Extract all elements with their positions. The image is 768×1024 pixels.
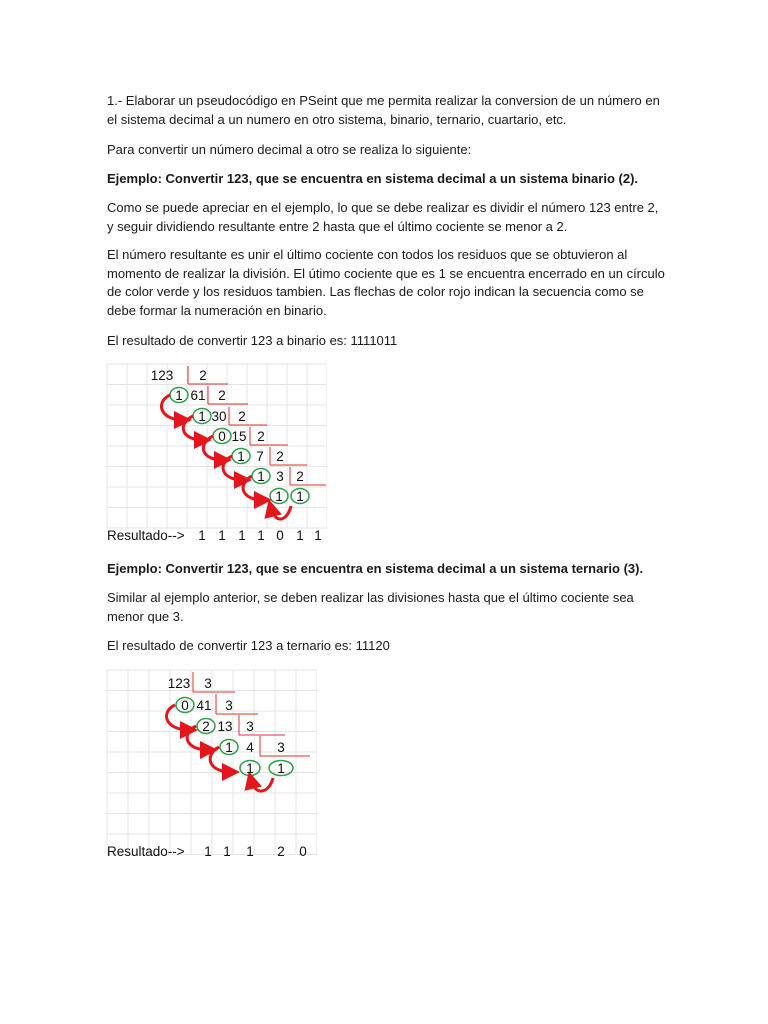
result-digit: 1 xyxy=(218,528,226,543)
result-digit: 1 xyxy=(198,528,206,543)
divisor: 2 xyxy=(218,388,226,403)
example2-result: El resultado de convertir 123 a ternario es: 11120 xyxy=(107,638,390,653)
divisor: 3 xyxy=(277,740,285,755)
divisor: 3 xyxy=(246,719,254,734)
final-quotient: 1 xyxy=(296,489,304,504)
result-digit: 1 xyxy=(296,528,304,543)
dividend: 123 xyxy=(167,676,191,691)
example1-explanation: Como se puede apreciar en el ejemplo, lo que se debe realizar es dividir el número 123 entre 2, y seguir dividiendo resultante entre 2 hasta que el último cociente se menor a 2. xyxy=(107,200,659,234)
binary-division-figure xyxy=(105,362,327,548)
divisor: 3 xyxy=(204,676,212,691)
divisor: 2 xyxy=(199,368,207,383)
result-digit: 1 xyxy=(246,844,254,859)
result-digit: 1 xyxy=(257,528,265,543)
dividend: 7 xyxy=(256,449,264,464)
dividend: 3 xyxy=(276,469,284,484)
grid xyxy=(107,364,327,528)
divisor: 2 xyxy=(276,449,284,464)
example1-result: El resultado de convertir 123 a binario es: 1111011 xyxy=(107,333,398,348)
result-label: Resultado--> xyxy=(107,844,185,859)
dividend: 4 xyxy=(246,740,254,755)
final-quotient: 1 xyxy=(277,761,285,776)
result-digit: 2 xyxy=(277,844,285,859)
result-digit: 0 xyxy=(276,528,284,543)
ternary-division-figure xyxy=(105,668,317,864)
residue: 1 xyxy=(175,388,183,403)
dividend: 13 xyxy=(217,719,233,734)
residue: 1 xyxy=(237,449,245,464)
result-label: Resultado--> xyxy=(107,528,185,543)
result-digit: 1 xyxy=(314,528,322,543)
dividend: 15 xyxy=(231,429,247,444)
residue: 2 xyxy=(202,719,210,734)
dividend: 30 xyxy=(211,409,227,424)
instruction-paragraph: Para convertir un número decimal a otro se realiza lo siguiente: xyxy=(107,142,472,157)
example1-heading: Ejemplo: Convertir 123, que se encuentra en sistema decimal a un sistema binario (2). xyxy=(107,171,639,186)
result-digit: 1 xyxy=(238,528,246,543)
residue: 1 xyxy=(198,409,206,424)
residue: 0 xyxy=(218,429,226,444)
dividend: 61 xyxy=(190,388,206,403)
example2-heading: Ejemplo: Convertir 123, que se encuentra en sistema decimal a un sistema ternario (3). xyxy=(107,561,644,576)
residue: 1 xyxy=(275,489,283,504)
divisor: 2 xyxy=(296,469,304,484)
result-digit: 0 xyxy=(299,844,307,859)
divisor: 2 xyxy=(238,409,246,424)
residue: 1 xyxy=(246,761,254,776)
result-digit: 1 xyxy=(204,844,212,859)
example2-explanation: Similar al ejemplo anterior, se deben realizar las divisiones hasta que el último cociente sea menor que 3. xyxy=(107,590,634,624)
result-digit: 1 xyxy=(223,844,231,859)
dividend: 123 xyxy=(150,368,174,383)
residue: 1 xyxy=(257,469,265,484)
example1-description: El número resultante es unir el último cociente con todos los residuos que se obtuvieron al momento de realizar la división. El útimo cociente que es 1 se encuentra encerrado en un círculo de color verde y los residuos tambien. Las flechas de color rojo indican la secuencia como se debe formar la numeración en binario. xyxy=(107,247,665,318)
dividend: 41 xyxy=(196,698,212,713)
divisor: 2 xyxy=(257,429,265,444)
residue: 1 xyxy=(225,740,233,755)
divisor: 3 xyxy=(225,698,233,713)
residue: 0 xyxy=(181,698,189,713)
intro-paragraph: 1.- Elaborar un pseudocódigo en PSeint que me permita realizar la conversion de un número en el sistema decimal a un numero en otro sistema, binario, ternario, cuartario, etc. xyxy=(107,93,660,127)
